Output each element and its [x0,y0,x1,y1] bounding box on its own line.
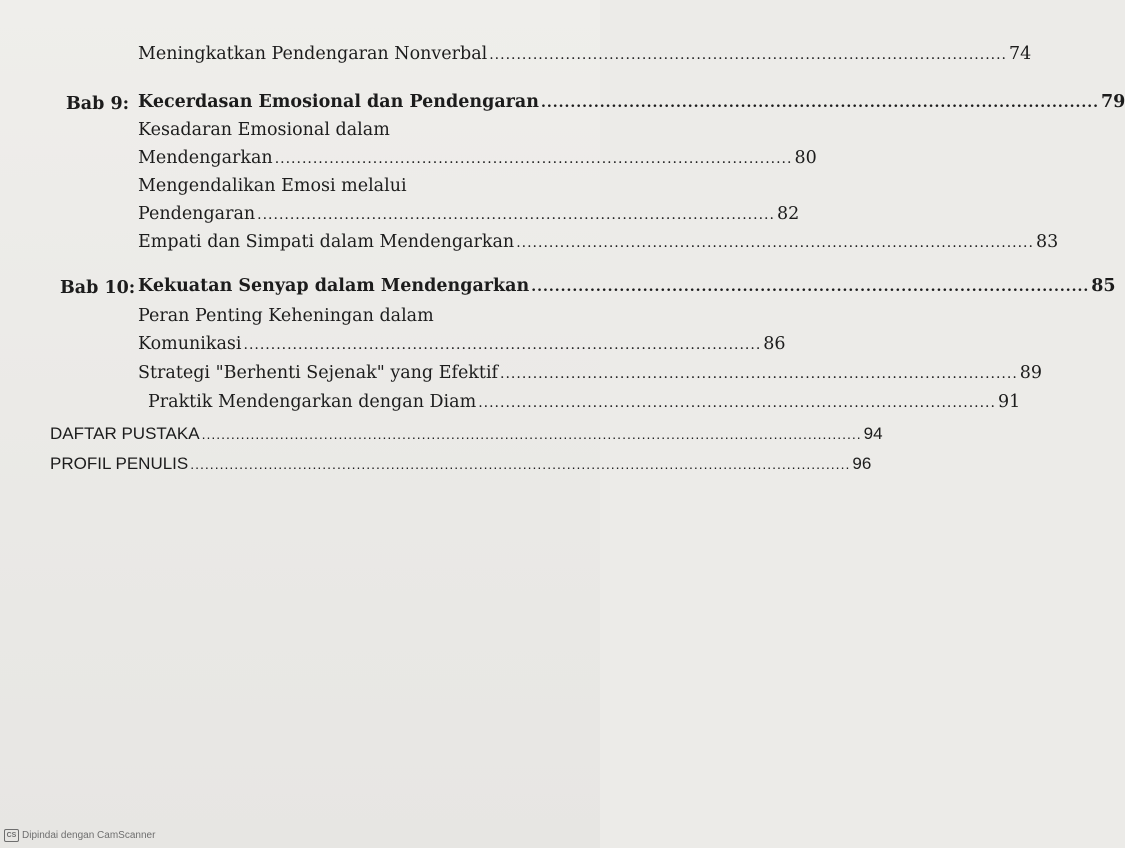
chapter-heading [138,92,1125,112]
toc-page-number: 80 [794,148,817,168]
dot-leader: ....................................................................................................................................... [201,426,862,442]
toc-page-number: 94 [863,424,883,443]
toc-entry-title: Praktik Mendengarkan dengan Diam [148,392,477,412]
toc-page-number: 85 [1091,276,1116,296]
toc-entry-title: Komunikasi [138,334,242,354]
toc-entry [50,454,872,474]
toc-entry-title: Mendengarkan [138,148,273,168]
chapter-title: Kekuatan Senyap dalam Mendengarkan [138,276,530,296]
dot-leader: ............................................................................................... [489,47,1008,63]
chapter-label: Bab 10: [60,278,136,298]
toc-entry-title: Strategi "Berhenti Sejenak" yang Efektif [138,363,499,383]
toc-entry-title: Pendengaran [138,204,256,224]
dot-leader: ............................................................................................... [257,207,775,223]
toc-page-number: 79 [1101,92,1125,112]
toc-entry-line1: Peran Penting Keheningan dalam [138,306,434,326]
toc-entry [138,232,1059,252]
dot-leader: ............................................................................................... [243,337,762,353]
toc-page-number: 86 [763,334,786,354]
dot-leader: ....................................................................................................................................... [190,456,851,472]
dot-leader: ............................................................................................... [478,395,996,411]
toc-page-number: 74 [1009,44,1032,64]
toc-entry [138,204,800,224]
toc-entry-line1: Kesadaran Emosional dalam [138,120,390,140]
toc-page-number: 83 [1035,232,1059,252]
toc-entry-title: DAFTAR PUSTAKA [50,424,200,443]
scanner-watermark [4,829,155,842]
dot-leader: ............................................................................................... [274,151,793,167]
toc-page-number: 91 [997,392,1021,412]
toc-entry [50,424,883,444]
dot-leader: ............................................................................................... [531,279,1090,295]
toc-page-number: 89 [1019,363,1043,383]
toc-entry-line1: Mengendalikan Emosi melalui [138,176,407,196]
chapter-label: Bab 9: [66,94,130,114]
toc-entry-title: PROFIL PENULIS [50,454,189,473]
chapter-title: Kecerdasan Emosional dan Pendengaran [138,92,539,112]
dot-leader: ............................................................................................... [540,95,1099,111]
scanner-watermark-text: Dipindai dengan CamScanner [22,830,156,841]
toc-entry [138,363,1043,383]
toc-entry [148,392,1021,412]
dot-leader: ............................................................................................... [516,235,1034,251]
camscanner-logo-icon: CS [4,829,19,842]
toc-entry [138,334,786,354]
toc-entry [138,44,1032,64]
toc-page-number: 96 [852,454,872,473]
toc-entry [138,148,817,168]
dot-leader: ............................................................................................... [500,366,1018,382]
toc-entry-title: Meningkatkan Pendengaran Nonverbal [138,44,488,64]
chapter-heading [138,276,1116,296]
toc-page-number: 82 [776,204,800,224]
toc-entry-title: Empati dan Simpati dalam Mendengarkan [138,232,515,252]
